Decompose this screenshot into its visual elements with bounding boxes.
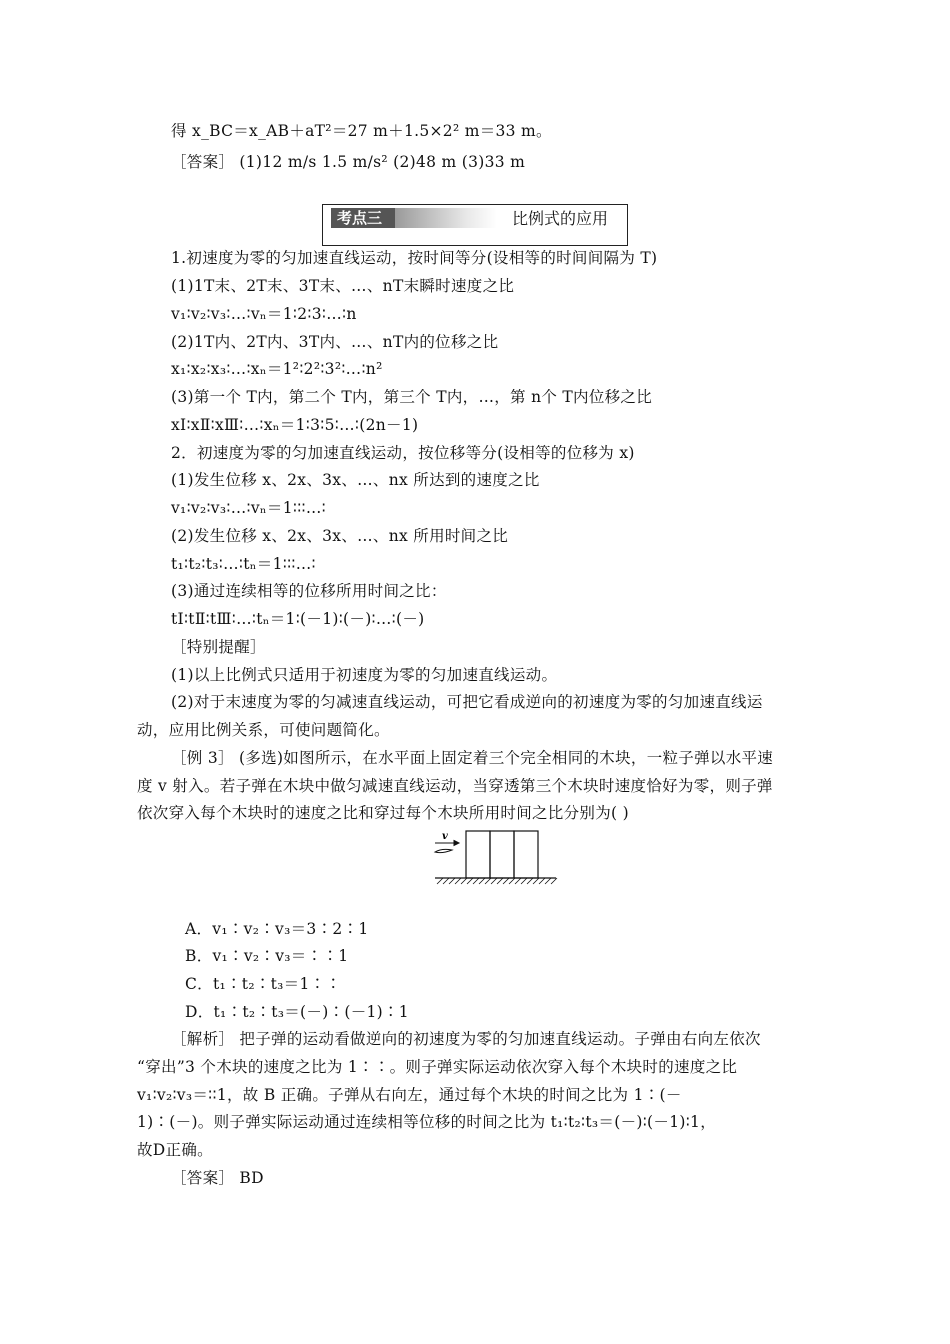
body-line: x₁∶x₂∶x₃∶…∶xₙ＝1²∶2²∶3²∶…∶n² (171, 360, 383, 378)
body-line: v₁∶v₂∶v₃∶…∶vₙ＝1∶2∶3∶…∶n (171, 305, 357, 323)
analysis-line: “穿出”3 个木块的速度之比为 1∶∶。则子弹实际运动依次穿入每个木块时的速度之比 (137, 1058, 738, 1076)
body-line: (2)对于末速度为零的匀减速直线运动，可把它看成逆向的初速度为零的匀加速直线运 (171, 693, 763, 711)
analysis-line: v₁∶v₂∶v₃＝∶∶1，故 B 正确。子弹从右向左，通过每个木块的时间之比为 1∶(－ (137, 1086, 682, 1104)
option-a: A．v₁∶v₂∶v₃＝3∶2∶1 (185, 920, 369, 938)
option-b: B．v₁∶v₂∶v₃＝∶∶1 (185, 947, 349, 965)
bullet-shape (435, 849, 452, 852)
body-line: (3)第一个 T内，第二个 T内，第三个 T内，…，第 n个 T内位移之比 (171, 388, 653, 406)
body-line: (1)发生位移 x、2x、3x、…、nx 所达到的速度之比 (171, 471, 540, 489)
section-title: 比例式的应用 (512, 209, 609, 228)
body-line: t₁∶t₂∶t₃∶…∶tₙ＝1∶∶∶…∶ (171, 555, 316, 573)
velocity-label: v (442, 831, 448, 842)
analysis-line: 1)∶(－)。则子弹实际运动通过连续相等位移的时间之比为 t₁∶t₂∶t₃＝(－)∶(－1)∶1， (137, 1113, 717, 1131)
body-line: 1.初速度为零的匀加速直线运动，按时间等分(设相等的时间间隔为 T) (171, 249, 658, 267)
answer-line: ［答案］ BD (171, 1169, 264, 1187)
body-line: ［特别提醒］ (171, 638, 266, 656)
body-line: 依次穿入每个木块时的速度之比和穿过每个木块所用时间之比分别为( ) (137, 804, 629, 822)
body-line: 动，应用比例关系，可使问题简化。 (137, 721, 390, 739)
bullet-blocks-figure (430, 828, 558, 888)
section-tag: 考点三 (331, 208, 395, 228)
body-line: (2)1T内、2T内、3T内、…、nT内的位移之比 (171, 333, 499, 351)
solution-line: 得 x_BC＝x_AB＋aT²＝27 m＋1.5×2² m＝33 m。 (171, 122, 552, 140)
body-line: (1)1T末、2T末、3T末、…、nT末瞬时速度之比 (171, 277, 515, 295)
body-line: 度 v 射入。若子弹在木块中做匀减速直线运动，当穿透第三个木块时速度恰好为零，则子弹 (137, 777, 773, 795)
body-line: (3)通过连续相等的位移所用时间之比： (171, 582, 447, 600)
body-line: 2．初速度为零的匀加速直线运动，按位移等分(设相等的位移为 x) (171, 444, 635, 462)
body-line: ［例 3］ (多选)如图所示，在水平面上固定着三个完全相同的木块，一粒子弹以水平速 (171, 749, 774, 767)
analysis-line: 故D正确。 (137, 1141, 213, 1159)
body-line: (2)发生位移 x、2x、3x、…、nx 所用时间之比 (171, 527, 509, 545)
answer-line: ［答案］ (1)12 m/s 1.5 m/s² (2)48 m (3)33 m (171, 153, 526, 171)
body-line: xⅠ∶xⅡ∶xⅢ∶…∶xₙ＝1∶3∶5∶…∶(2n－1) (171, 416, 419, 434)
option-c: C．t₁∶t₂∶t₃＝1∶∶ (185, 975, 342, 993)
body-line: v₁∶v₂∶v₃∶…∶vₙ＝1∶∶∶…∶ (171, 499, 327, 517)
section-tag-gradient (395, 208, 497, 228)
analysis-line: ［解析］ 把子弹的运动看做逆向的初速度为零的匀加速直线运动。子弹由右向左依次 (171, 1030, 761, 1048)
body-line: tⅠ∶tⅡ∶tⅢ∶…∶tₙ＝1∶(－1)∶(－)∶…∶(－) (171, 610, 425, 628)
body-line: (1)以上比例式只适用于初速度为零的匀加速直线运动。 (171, 666, 558, 684)
option-d: D．t₁∶t₂∶t₃＝(－)∶(－1)∶1 (185, 1003, 409, 1021)
